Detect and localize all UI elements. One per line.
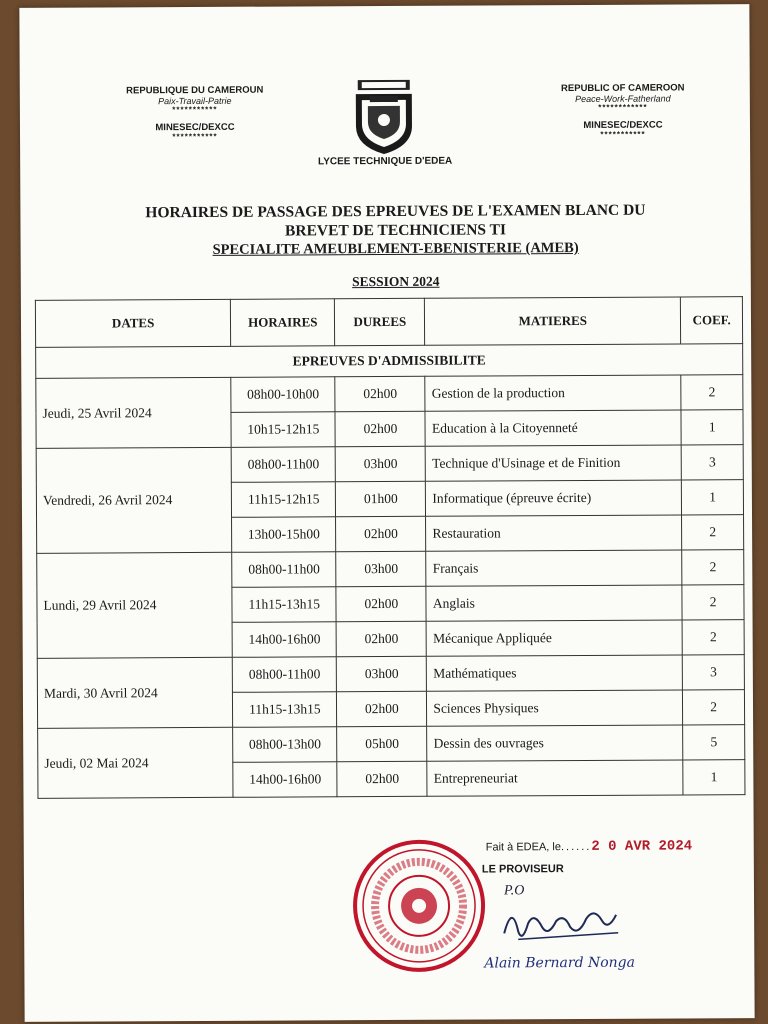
- official-seal-stamp: [349, 835, 490, 976]
- subject: Restauration: [426, 515, 682, 551]
- duration: 02h00: [336, 516, 426, 551]
- subject: Sciences Physiques: [427, 690, 683, 726]
- time-slot: 08h00-10h00: [231, 377, 335, 413]
- coefficient: 2: [683, 690, 745, 725]
- time-slot: 08h00-13h00: [233, 727, 337, 763]
- time-slot: 08h00-11h00: [231, 447, 335, 483]
- school-name: LYCEE TECHNIQUE D'EDEA: [317, 155, 453, 168]
- time-slot: 08h00-11h00: [232, 657, 336, 693]
- po-mark: P.O: [503, 883, 525, 899]
- time-slot: 11h15-12h15: [232, 482, 336, 518]
- header-matieres: MATIERES: [425, 297, 681, 345]
- duration: 01h00: [336, 481, 426, 516]
- time-slot: 10h15-12h15: [231, 412, 335, 448]
- time-slot: 11h15-13h15: [232, 587, 336, 623]
- header-dates: DATES: [35, 299, 230, 347]
- time-slot: 11h15-13h15: [233, 692, 337, 728]
- phase-label: EPREUVES D'ADMISSIBILITE: [36, 344, 743, 379]
- coefficient: 5: [683, 725, 745, 760]
- exam-schedule-table: [35, 296, 746, 799]
- signatory-name: Alain Bernard Nonga: [484, 954, 636, 972]
- duration: 02h00: [336, 586, 426, 621]
- subject: Education à la Citoyenneté: [425, 410, 681, 446]
- stars-separator: ************: [598, 102, 648, 112]
- coefficient: 3: [683, 655, 745, 690]
- national-emblem-icon: [348, 76, 420, 158]
- coefficient: 2: [681, 375, 743, 410]
- title-line-2: BREVET DE TECHNICIENS TI: [284, 221, 507, 240]
- duration: 02h00: [337, 691, 427, 726]
- title-specialty: SPECIALITE AMEUBLEMENT-EBENISTERIE (AMEB): [212, 239, 579, 258]
- place-date-line: Fait à EDEA, le......2 0 AVR 2024: [485, 838, 693, 855]
- coefficient: 2: [682, 620, 744, 655]
- subject: Dessin des ouvrages: [427, 725, 683, 761]
- subject: Mathématiques: [427, 655, 683, 691]
- ministry-en: MINESEC/DEXCC: [583, 119, 663, 131]
- subject: Gestion de la production: [425, 375, 681, 411]
- time-slot: 14h00-16h00: [232, 622, 336, 658]
- country-fr: REPUBLIQUE DU CAMEROUN: [126, 84, 264, 97]
- header-horaires: HORAIRES: [231, 299, 335, 347]
- signatory-title: LE PROVISEUR: [481, 863, 564, 876]
- table-row: [37, 550, 744, 589]
- country-en: REPUBLIC OF CAMEROON: [561, 82, 685, 95]
- session-label: SESSION 2024: [352, 273, 440, 290]
- header-left: [100, 85, 290, 142]
- subject: Entrepreneuriat: [427, 760, 683, 796]
- date-stamp: 2 0 AVR 2024: [591, 838, 693, 855]
- coefficient: 2: [682, 515, 744, 550]
- duration: 05h00: [337, 726, 427, 761]
- subject: Technique d'Usinage et de Finition: [426, 445, 682, 481]
- handwritten-signature: [498, 893, 628, 954]
- subject: Informatique (épreuve écrite): [426, 480, 682, 516]
- exam-date: Vendredi, 26 Avril 2024: [36, 447, 232, 553]
- time-slot: 08h00-11h00: [232, 552, 336, 588]
- duration: 03h00: [336, 446, 426, 481]
- exam-date: Lundi, 29 Avril 2024: [37, 552, 233, 658]
- document-page: [19, 4, 754, 1022]
- duration: 03h00: [336, 551, 426, 586]
- coefficient: 3: [681, 445, 743, 480]
- subject: Mécanique Appliquée: [426, 620, 682, 656]
- subject: Français: [426, 550, 682, 586]
- header-durees: DUREES: [335, 298, 425, 345]
- document-title: [80, 200, 710, 260]
- duration: 02h00: [335, 411, 425, 446]
- stars-separator: ***********: [172, 131, 218, 142]
- table-row: [36, 375, 743, 414]
- table-row: [38, 725, 745, 764]
- coefficient: 1: [681, 410, 743, 445]
- exam-date: Jeudi, 02 Mai 2024: [38, 727, 234, 798]
- duration: 02h00: [336, 621, 426, 656]
- table-header-row: [35, 297, 742, 348]
- duration: 02h00: [335, 376, 425, 411]
- fait-label: Fait à EDEA, le: [485, 841, 561, 854]
- time-slot: 13h00-15h00: [232, 517, 336, 553]
- coefficient: 1: [683, 760, 745, 795]
- time-slot: 14h00-16h00: [233, 762, 337, 798]
- exam-date: Mardi, 30 Avril 2024: [37, 657, 233, 728]
- motto-en: Peace-Work-Fatherland: [575, 93, 671, 105]
- exam-date: Jeudi, 25 Avril 2024: [36, 377, 232, 448]
- title-line-1: HORAIRES DE PASSAGE DES EPREUVES DE L'EXAMEN BLANC DU: [145, 201, 646, 222]
- ministry-fr: MINESEC/DEXCC: [155, 121, 235, 134]
- coefficient: 2: [682, 585, 744, 620]
- coefficient: 2: [682, 550, 744, 585]
- motto-fr: Paix-Travail-Patrie: [158, 95, 232, 107]
- duration: 02h00: [337, 761, 427, 796]
- subject: Anglais: [426, 585, 682, 621]
- header-coef: COEF.: [681, 297, 743, 344]
- phase-row: [36, 344, 743, 379]
- table-row: [37, 655, 744, 694]
- coefficient: 1: [682, 480, 744, 515]
- table-row: [36, 445, 743, 484]
- stars-separator: ***********: [172, 104, 218, 115]
- header-right: [528, 82, 718, 139]
- stars-separator: ***********: [600, 129, 646, 139]
- duration: 03h00: [337, 656, 427, 691]
